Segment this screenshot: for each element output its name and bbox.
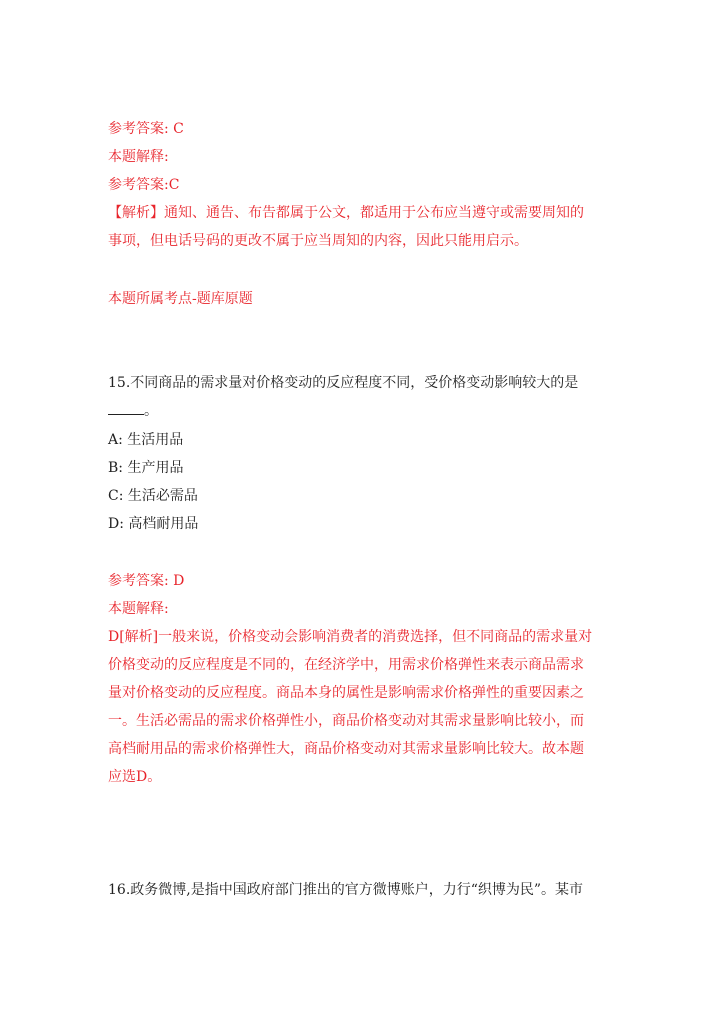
q14-topic: 本题所属考点-题库原题 bbox=[108, 291, 253, 307]
q15-option-c: C: 生活必需品 bbox=[108, 488, 198, 504]
q14-explain-label: 本题解释: bbox=[108, 149, 169, 165]
answer-blank bbox=[108, 402, 144, 415]
q15-analysis-line-2: 价格变动的反应程度是不同的，在经济学中，用需求价格弹性来表示商品需求 bbox=[108, 657, 584, 673]
q15-stem-suffix: 。 bbox=[144, 403, 158, 419]
q15-explain-label: 本题解释: bbox=[108, 601, 169, 617]
q15-analysis-line-1: D[解析]一般来说，价格变动会影响消费者的消费选择，但不同商品的需求量对 bbox=[108, 629, 593, 645]
q15-analysis-line-4: 一。生活必需品的需求价格弹性小，商品价格变动对其需求量影响比较小，而 bbox=[108, 713, 584, 729]
q15-option-d: D: 高档耐用品 bbox=[108, 516, 199, 532]
q15-option-b: B: 生产用品 bbox=[108, 460, 184, 476]
q15-stem-line-2 bbox=[108, 401, 158, 421]
q15-analysis-line-6: 应选D。 bbox=[108, 769, 162, 785]
q16-stem-line-1: 16.政务微博,是指中国政府部门推出的官方微博账户，力行“织博为民”。某市 bbox=[108, 882, 584, 898]
q14-analysis-line-2: 事项，但电话号码的更改不属于应当周知的内容，因此只能用启示。 bbox=[108, 233, 528, 249]
q15-analysis-line-5: 高档耐用品的需求价格弹性大，商品价格变动对其需求量影响比较大。故本题 bbox=[108, 741, 584, 757]
q15-analysis-line-3: 量对价格变动的反应程度。商品本身的属性是影响需求价格弹性的重要因素之 bbox=[108, 685, 584, 701]
q14-analysis-line-1: 【解析】通知、通告、布告都属于公文，都适用于公布应当遵守或需要周知的 bbox=[108, 205, 584, 221]
q14-answer: 参考答案: C bbox=[108, 121, 184, 137]
q15-answer: 参考答案: D bbox=[108, 573, 185, 589]
q14-answer-repeat: 参考答案:C bbox=[108, 177, 180, 193]
q15-stem-line-1: 15.不同商品的需求量对价格变动的反应程度不同，受价格变动影响较大的是 bbox=[108, 375, 579, 391]
q15-option-a: A: 生活用品 bbox=[108, 432, 184, 448]
